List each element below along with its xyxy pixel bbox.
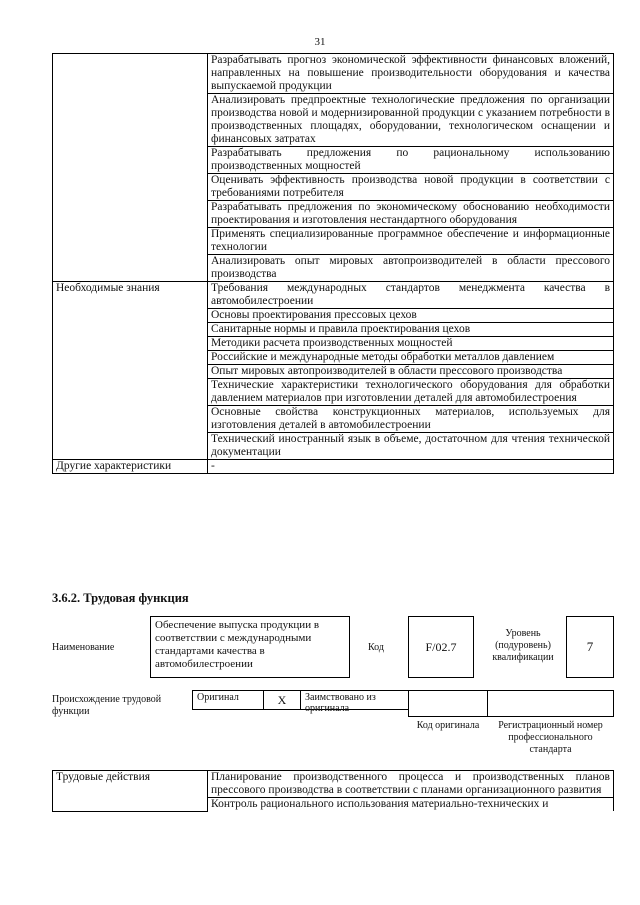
original-mark: X	[263, 690, 301, 710]
knowledge-item: Основы проектирования прессовых цехов	[208, 309, 614, 323]
name-value: Обеспечение выпуска продукции в соответствии с международными стандартами качества в автомобилестроении	[150, 616, 350, 678]
name-label: Наименование	[52, 642, 115, 653]
knowledge-item: Основные свойства конструкционных материалов, используемых для изготовления деталей в автомобилестроении	[208, 406, 614, 433]
page-number: 31	[314, 36, 326, 48]
labor-actions-table	[52, 770, 614, 812]
code-label: Код	[368, 642, 384, 653]
labor-action-item: Контроль рационального использования материально-технических и	[208, 798, 614, 812]
table-row	[53, 282, 614, 309]
reg-number-box	[487, 690, 614, 717]
knowledge-item: Опыт мировых автопроизводителей в области прессового производства	[208, 365, 614, 379]
level-value: 7	[566, 616, 614, 678]
skills-label-cell	[53, 54, 208, 282]
section-title: 3.6.2. Трудовая функция	[52, 591, 189, 605]
skill-item: Разрабатывать предложения по рациональному использованию производственных мощностей	[208, 147, 614, 174]
table-row	[53, 771, 614, 798]
knowledge-item: Технические характеристики технологического оборудования для обработки давлением материалов при изготовлении деталей для автомобилестроения	[208, 379, 614, 406]
requirements-table	[52, 53, 614, 474]
labor-actions-label: Трудовые действия	[53, 771, 208, 812]
knowledge-item: Технический иностранный язык в объеме, достаточном для чтения технической документации	[208, 433, 614, 460]
knowledge-item: Требования международных стандартов менеджмента качества в автомобилестроении	[208, 282, 614, 309]
skill-item: Применять специализированные программное обеспечение и информационные технологии	[208, 228, 614, 255]
skill-item: Разрабатывать предложения по экономическому обоснованию необходимости проектирования и изготовления нестандартного оборудования	[208, 201, 614, 228]
knowledge-label: Необходимые знания	[53, 282, 208, 460]
knowledge-item: Санитарные нормы и правила проектирования цехов	[208, 323, 614, 337]
knowledge-item: Методики расчета производственных мощностей	[208, 337, 614, 351]
table-row	[53, 54, 614, 94]
skill-item: Оценивать эффективность производства новой продукции в соответствии с требованиями потребителя	[208, 174, 614, 201]
other-label: Другие характеристики	[53, 460, 208, 474]
labor-action-item: Планирование производственного процесса и производственных планов прессового производства в соответствии с планами организационного развития	[208, 771, 614, 798]
borrowed-label: Заимствовано из оригинала	[300, 690, 409, 710]
level-label: Уровень (подуровень) квалификации	[492, 628, 554, 663]
origin-label: Происхождение трудовой функции	[52, 694, 162, 717]
skill-item: Разрабатывать прогноз экономической эффективности финансовых вложений, направленных на повышение производительности оборудования и качества выпускаемой продукции	[208, 54, 614, 94]
other-value: -	[208, 460, 614, 474]
table-row	[53, 460, 614, 474]
reg-number-label: Регистрационный номер профессионального стандарта	[498, 720, 603, 755]
skill-item: Анализировать предпроектные технологические предложения по организации производства новой и модернизированной продукции с указанием потребности в производственных площадях, оборудовании, технологическом оснащении и финансовых затратах	[208, 94, 614, 147]
code-value: F/02.7	[408, 616, 474, 678]
code-original-box	[408, 690, 488, 717]
original-label: Оригинал	[192, 690, 264, 710]
code-original-label: Код оригинала	[416, 720, 480, 731]
skill-item: Анализировать опыт мировых автопроизводителей в области прессового производства	[208, 255, 614, 282]
knowledge-item: Российские и международные методы обработки металлов давлением	[208, 351, 614, 365]
